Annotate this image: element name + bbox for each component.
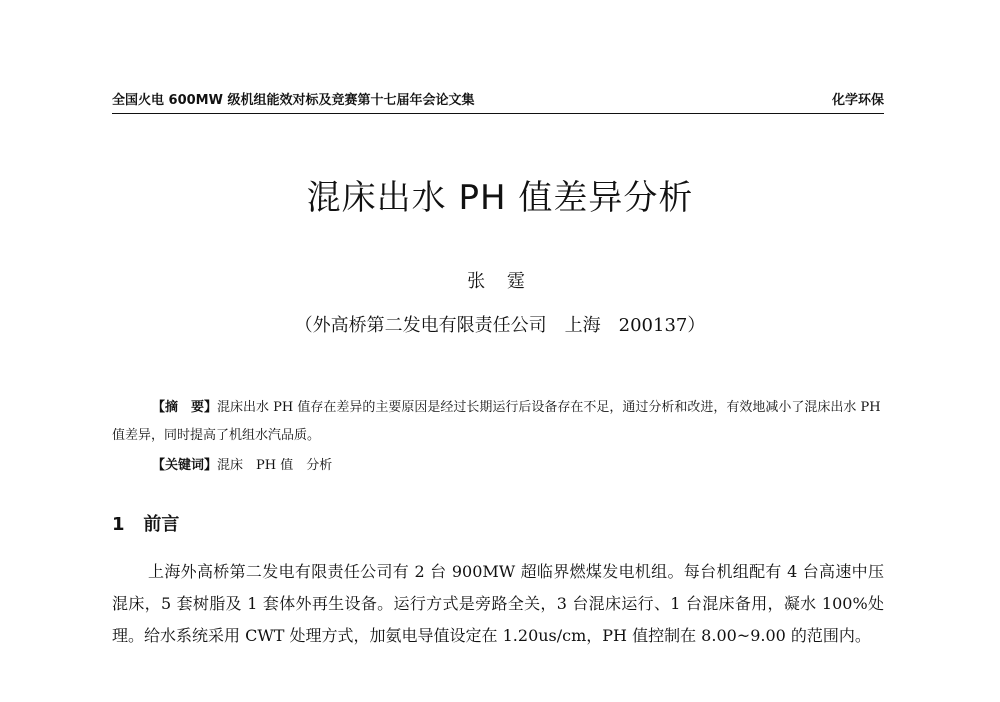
author-affiliation: （外高桥第二发电有限责任公司 上海 200137） — [294, 315, 706, 336]
author-name: 张 霆 — [467, 271, 533, 292]
abstract-label: 【摘 要】 — [152, 400, 218, 415]
keywords-text: 混床 PH 值 分析 — [217, 458, 333, 473]
body-paragraph: 上海外高桥第二发电有限责任公司有 2 台 900MW 超临界燃煤发电机组。每台机组配有 4 台高速中压混床，5 套树脂及 1 套体外再生设备。运行方式是旁路全关，3 台混床运行、1 台混床备用，凝水 100%处理。给水系统采用 CWT 处理方式，加氨电导值设定在 1.20us/cm，PH 值控制在 8.00~9.00 的范围内。 — [112, 562, 884, 645]
abstract — [112, 394, 884, 450]
section-title: 前言 — [143, 514, 180, 535]
keywords — [152, 454, 884, 478]
header-divider — [112, 113, 884, 114]
running-header — [112, 92, 884, 110]
journal-name: 全国火电 600MW 级机组能效对标及竞赛第十七届年会论文集 — [112, 93, 475, 108]
abstract-text: 混床出水 PH 值存在差异的主要原因是经过长期运行后设备存在不足，通过分析和改进，有效地减小了混床出水 PH 值差异，同时提高了机组水汽品质。 — [112, 400, 881, 443]
section-category: 化学环保 — [831, 93, 884, 108]
section-heading — [112, 512, 179, 538]
keywords-label: 【关键词】 — [152, 458, 218, 473]
section-number: 1 — [112, 514, 125, 535]
paper-title: 混床出水 PH 值差异分析 — [306, 178, 694, 218]
